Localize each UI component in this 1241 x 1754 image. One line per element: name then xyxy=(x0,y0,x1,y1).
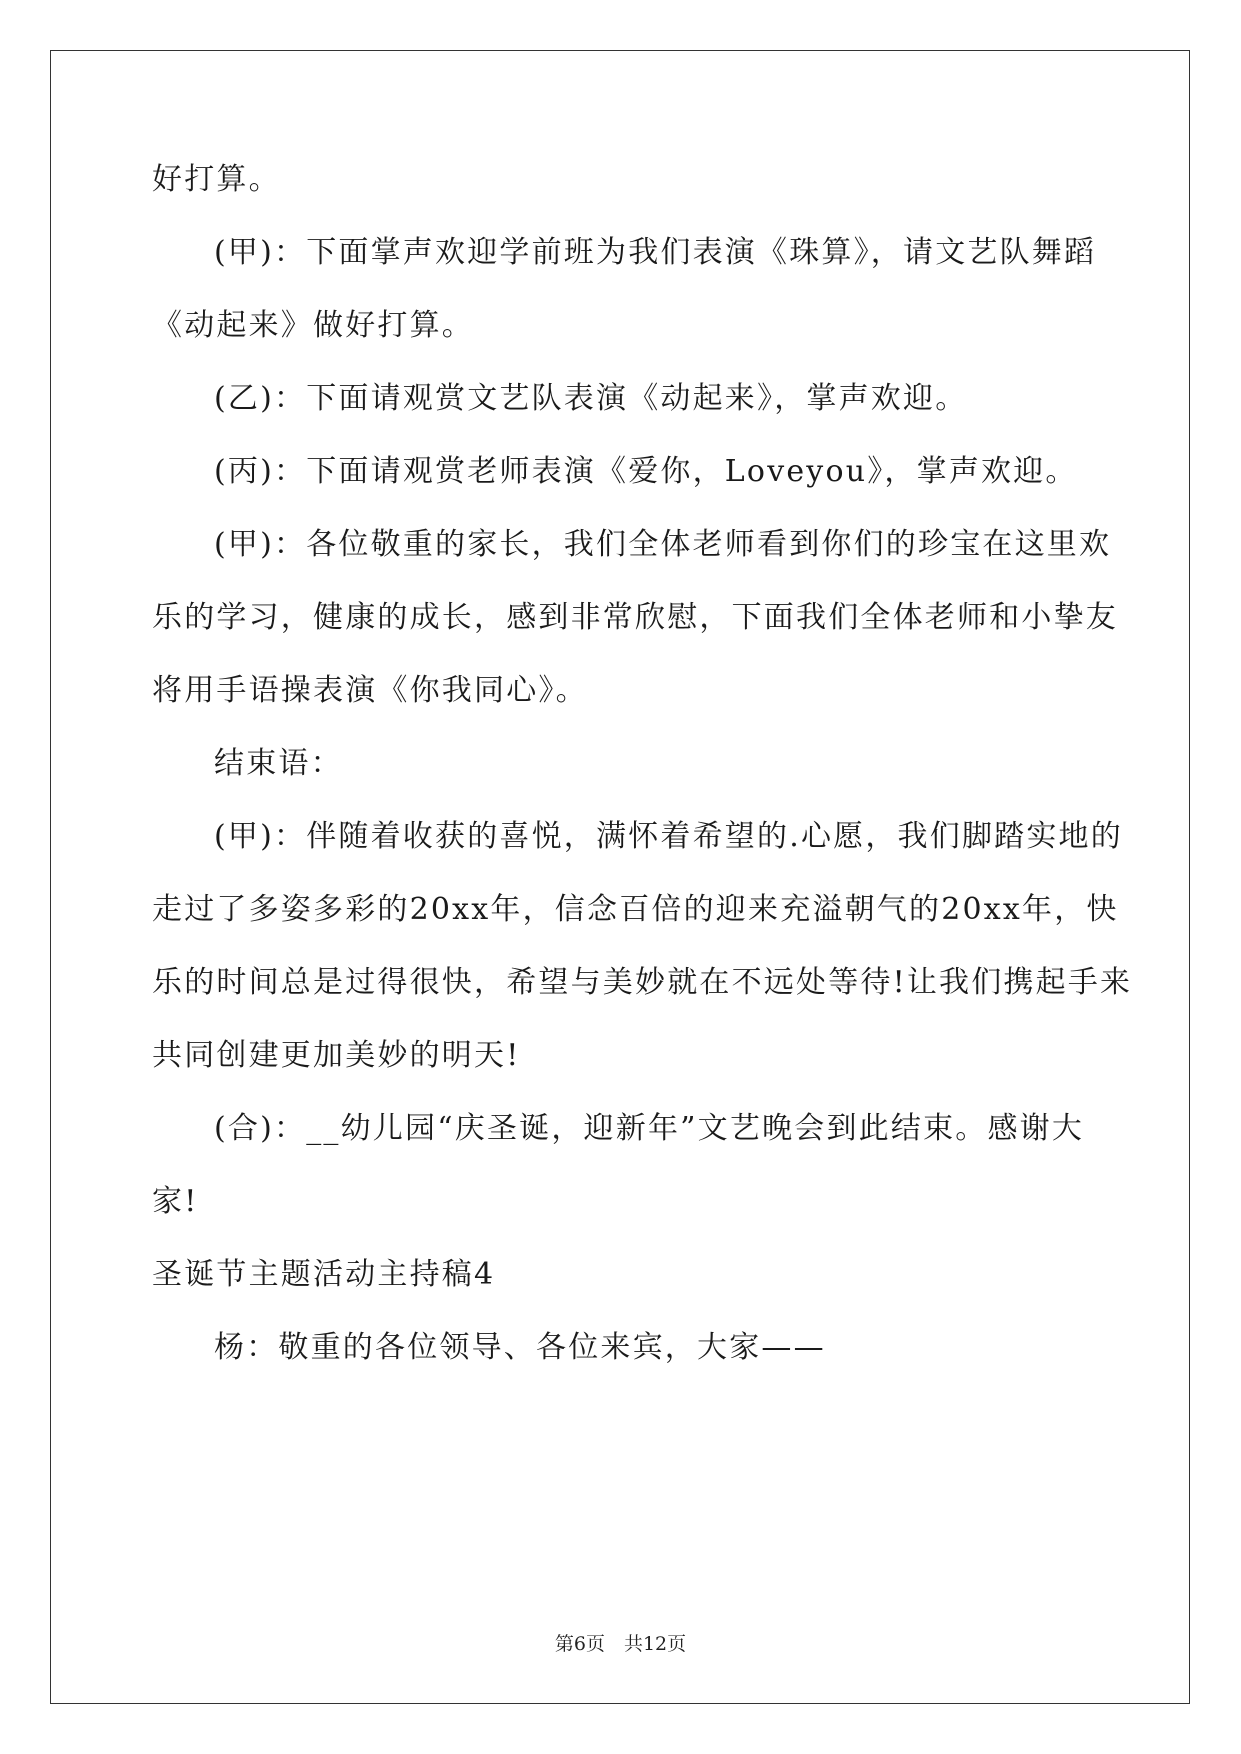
section-title: 圣诞节主题活动主持稿4 xyxy=(152,1257,496,1292)
paragraph-line: 杨：敬重的各位领导、各位来宾，大家—— xyxy=(214,1330,826,1365)
paragraph-line: (丙)：下面请观赏老师表演《爱你，Loveyou》，掌声欢迎。 xyxy=(214,454,1078,489)
text-line: 将用手语操表演《你我同心》。 xyxy=(152,673,588,708)
text-line: 共同创建更加美妙的明天! xyxy=(152,1038,521,1073)
text-line: 好打算。 xyxy=(152,162,281,197)
paragraph-line: (甲)：下面掌声欢迎学前班为我们表演《珠算》，请文艺队舞蹈 xyxy=(214,235,1097,270)
text-line: 家! xyxy=(152,1184,199,1219)
paragraph-line: (合)：__幼儿园“庆圣诞，迎新年”文艺晚会到此结束。感谢大 xyxy=(214,1111,1085,1146)
page-number: 第6页 共12页 xyxy=(554,1633,687,1655)
paragraph-line: (乙)：下面请观赏文艺队表演《动起来》，掌声欢迎。 xyxy=(214,381,968,416)
text-line: 乐的学习，健康的成长，感到非常欣慰，下面我们全体老师和小挚友 xyxy=(152,600,1118,635)
text-line: 《动起来》做好打算。 xyxy=(152,308,474,343)
page-border xyxy=(50,50,1190,1704)
text-line: 乐的时间总是过得很快，希望与美妙就在不远处等待!让我们携起手来 xyxy=(152,965,1133,1000)
section-label: 结束语： xyxy=(214,746,343,781)
paragraph-line: (甲)：各位敬重的家长，我们全体老师看到你们的珍宝在这里欢 xyxy=(214,527,1112,562)
text-line: 走过了多姿多彩的20xx年，信念百倍的迎来充溢朝气的20xx年，快 xyxy=(152,892,1119,927)
paragraph-line: (甲)：伴随着收获的喜悦，满怀着希望的.心愿，我们脚踏实地的 xyxy=(214,819,1123,854)
